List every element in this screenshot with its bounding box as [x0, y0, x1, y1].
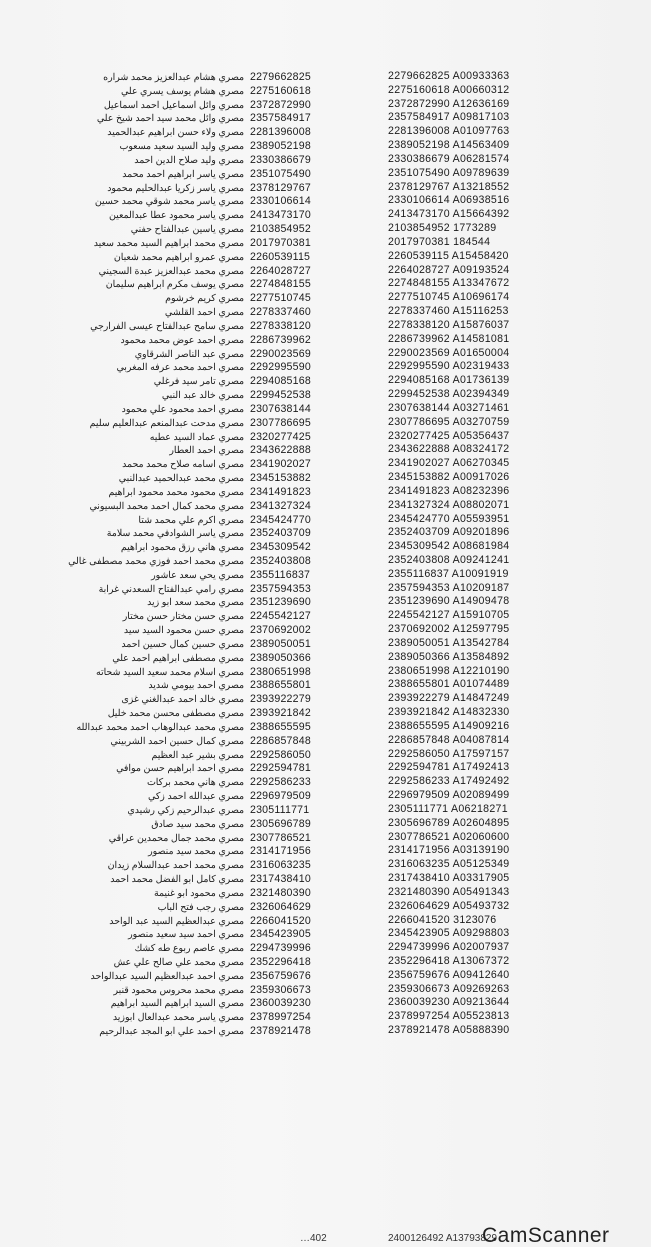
left-row: [10, 900, 330, 914]
left-row: [10, 264, 330, 278]
national-id: 2292995590: [250, 361, 311, 374]
left-row: [10, 595, 330, 609]
id-passport-row: 2274848155 A13347672: [388, 277, 510, 290]
person-name: مصري رامي عبدالفتاح السعدني غرابة: [98, 582, 244, 594]
person-name: مصري احمد عبدالعظيم السيد عبدالواحد: [90, 969, 244, 981]
person-name: مصري احمد بيومي شديد: [148, 679, 244, 691]
left-row: [10, 181, 330, 195]
national-id: 2292594781: [250, 762, 311, 775]
person-name: مصري بشير عبد العظيم: [151, 748, 244, 760]
person-name: مصري ياسر محمد شوقي محمد حسين: [94, 195, 244, 207]
left-row: [10, 983, 330, 997]
national-id: 2378921478: [250, 1025, 311, 1038]
person-name: مصري محمد محروس محمود قنبر: [113, 983, 244, 995]
id-passport-row: 2343622888 A08324172: [388, 443, 510, 456]
id-passport-row: 2305111771 A06218271: [388, 802, 508, 815]
id-passport-row: 2389050366 A13584892: [388, 650, 510, 663]
national-id: 2314171956: [250, 845, 311, 858]
person-name: مصري مصطفى محسن محمد خليل: [107, 707, 244, 719]
national-id: 2305696789: [250, 817, 311, 830]
national-id: 2278337460: [250, 306, 311, 319]
national-id: 2296979509: [250, 790, 311, 803]
left-row: [10, 84, 330, 98]
id-passport-row: 2264028727 A09193524: [388, 263, 510, 276]
left-row: [10, 941, 330, 955]
national-id: 2260539115: [250, 250, 311, 263]
left-row: [10, 692, 330, 706]
person-name: مصري عبدالله احمد زكي: [148, 790, 244, 802]
person-name: مصري اكرم علي محمد شتا: [138, 513, 244, 525]
person-name: مصري محمد سيد منصور: [148, 845, 244, 857]
left-row: [10, 996, 330, 1010]
person-name: مصري وائل اسماعيل احمد اسماعيل: [103, 98, 244, 110]
id-passport-row: 2360039230 A09213644: [388, 996, 510, 1009]
left-row: [10, 720, 330, 734]
id-passport-row: 2370692002 A12597795: [388, 623, 510, 636]
left-row: [10, 1024, 330, 1038]
id-passport-row: 2292586050 A17597157: [388, 747, 510, 760]
person-name: مصري سامح عبدالفتاح عيسى الفرارجي: [90, 319, 244, 331]
left-row: [10, 291, 330, 305]
left-row: [10, 526, 330, 540]
left-row: [10, 761, 330, 775]
person-name: مصري هاني محمد بركات: [146, 776, 244, 788]
national-id: 2352296418: [250, 956, 311, 968]
id-passport-row: 2345423905 A09298803: [388, 927, 510, 940]
id-passport-row: 2388655595 A14909216: [388, 719, 510, 732]
left-row: [10, 844, 330, 858]
person-name: مصري ولاء حسن ابراهيم عبدالحميد: [107, 126, 244, 138]
person-name: مصري خالد عبد النبي: [161, 389, 244, 401]
national-id: 2307786695: [250, 416, 311, 429]
id-passport-row: 2316063235 A05125349: [388, 858, 510, 871]
person-name: مصري عبد الناصر الشرقاوي: [134, 347, 244, 359]
id-passport-row: 2341491823 A08232396: [388, 484, 510, 497]
person-name: مصري محمد سيد صادق: [151, 817, 244, 829]
national-id: 2370692002: [250, 624, 311, 637]
id-passport-row: 2260539115 A15458420: [388, 249, 509, 262]
national-id: 2357594353: [250, 582, 311, 595]
national-id: 2351075490: [250, 167, 311, 180]
id-passport-row: 2352403709 A09201896: [388, 526, 510, 539]
left-row: [10, 623, 330, 637]
person-name: مصري ياسر زكريا عبدالحليم محمود: [107, 181, 244, 193]
id-passport-row: 2292995590 A02319433: [388, 360, 510, 373]
left-row: [10, 609, 330, 623]
left-row: [10, 471, 330, 485]
left-row: [10, 347, 330, 361]
id-passport-row: 2357594353 A10209187: [388, 581, 510, 594]
person-name: مصري احمد محمود علي محمود: [121, 402, 244, 414]
national-id: 2317438410: [250, 873, 311, 886]
person-name: مصري حسن مختار حسن مختار: [122, 610, 244, 622]
national-id: 2393921842: [250, 707, 311, 720]
person-name: مصري اسلام محمد سعيد السيد شحاته: [95, 665, 244, 677]
person-name: مصري محمد عبدالحميد عبدالنبي: [118, 472, 244, 484]
left-row: [10, 513, 330, 527]
national-id: 2279662825: [250, 71, 311, 83]
national-id: 2389052198: [250, 140, 311, 153]
person-name: مصري محمود محمد محمود ابراهيم: [108, 485, 244, 497]
national-id: 2345423905: [250, 928, 311, 941]
person-name: مصري محمد ابراهيم السيد محمد سعيد: [93, 236, 244, 248]
national-id: 2341327324: [250, 499, 311, 512]
person-name: مصري محمد احمد فوزي محمد مصطفى غالي: [68, 554, 244, 566]
left-row: [10, 374, 330, 388]
national-id: 2274848155: [250, 278, 311, 291]
national-id: 2307638144: [250, 402, 311, 415]
person-name: مصري يوسف مكرم ابراهيم سليمان: [105, 278, 244, 290]
person-name: مصري احمد علي ابو المجد عبدالرحيم: [99, 1025, 244, 1037]
id-passport-row: 2299452538 A02394349: [388, 388, 510, 401]
id-passport-row: 2359306673 A09269263: [388, 982, 510, 995]
person-name: مصري ياسر الشوادفي محمد سلامة: [106, 527, 244, 539]
left-row: [10, 443, 330, 457]
national-id: 2292586050: [250, 748, 311, 761]
person-name: مصري ياسر محمود عطا عبدالمعين: [109, 209, 244, 221]
left-row: [10, 333, 330, 347]
person-name: مصري احمد العطار: [169, 444, 244, 456]
left-row: [10, 568, 330, 582]
national-id: 2330106614: [250, 195, 311, 208]
person-name: مصري كامل ابو الفضل محمد احمد: [110, 873, 244, 885]
national-id: 2316063235: [250, 859, 311, 872]
id-passport-row: 2341327324 A08802071: [388, 498, 510, 511]
left-row: [10, 222, 330, 236]
national-id: 2286739962: [250, 333, 311, 346]
left-row: [10, 817, 330, 831]
national-id: 2378129767: [250, 181, 311, 194]
person-name: مصري هشام عبدالعزيز محمد شراره: [103, 71, 244, 82]
national-id: 2330386679: [250, 153, 311, 166]
id-passport-row: 2393922279 A14847249: [388, 692, 510, 705]
person-name: مصري وليد السيد سعيد مسعوب: [119, 140, 244, 152]
person-name: مصري ياسر محمد عبدالعال ابوزيد: [112, 1011, 244, 1023]
id-passport-row: 2380651998 A12210190: [388, 664, 510, 677]
person-name: مصري كمال حسين احمد الشربيني: [110, 734, 244, 746]
left-row: [10, 831, 330, 845]
id-passport-row: 2294739996 A02007937: [388, 941, 510, 954]
left-row: [10, 1010, 330, 1024]
person-name: مصري عماد السيد عطيه: [149, 430, 244, 442]
left-row: [10, 734, 330, 748]
left-row: [10, 637, 330, 651]
person-name: مصري محمد جمال محمدين عراقي: [108, 831, 244, 843]
left-row: [10, 194, 330, 208]
id-passport-row: 2413473170 A15664392: [388, 208, 510, 221]
left-row: [10, 485, 330, 499]
id-passport-row: 2307786695 A03270759: [388, 415, 510, 428]
id-passport-row: 2320277425 A05356437: [388, 429, 510, 442]
id-passport-row: 2378997254 A05523813: [388, 1010, 510, 1023]
id-passport-row: 2351075490 A09789639: [388, 166, 510, 179]
id-passport-row: 2356759676 A09412640: [388, 968, 510, 981]
national-id: 2292586233: [250, 776, 311, 789]
left-row: [10, 305, 330, 319]
left-row: [10, 125, 330, 139]
id-passport-row: 2389050051 A13542784: [388, 636, 510, 649]
left-row: [10, 153, 330, 167]
left-row: [10, 651, 330, 665]
left-row: [10, 277, 330, 291]
national-id: 2266041520: [250, 914, 311, 927]
id-passport-row: 2330386679 A06281574: [388, 152, 510, 165]
person-name: مصري احمد عوض محمد محمود: [120, 333, 244, 345]
person-name: مصري احمد محمد عرفه المغربي: [116, 361, 244, 373]
person-name: مصري حسن محمود السيد سيد: [123, 624, 244, 636]
id-passport-row: 2389052198 A14563409: [388, 139, 510, 152]
left-row: [10, 665, 330, 679]
national-id: 2372872990: [250, 98, 311, 111]
person-name: مصري عبدالرحيم زكي رشيدي: [127, 803, 244, 815]
national-id: 2321480390: [250, 886, 311, 899]
left-row: [10, 886, 330, 900]
id-passport-row: 2286739962 A14581081: [388, 332, 510, 345]
national-id: 2326064629: [250, 900, 311, 913]
id-passport-row: 2352403808 A09241241: [388, 553, 510, 566]
national-id: 2281396008: [250, 126, 311, 139]
id-passport-row: 2378921478 A05888390: [388, 1024, 510, 1037]
national-id: 2320277425: [250, 430, 311, 443]
national-id: 2389050051: [250, 637, 311, 650]
left-row: [10, 582, 330, 596]
left-row: [10, 775, 330, 789]
national-id: 2413473170: [250, 209, 311, 222]
national-id: 2393922279: [250, 693, 311, 706]
person-name: مصري يحي سعد عاشور: [151, 568, 244, 580]
person-name: مصري ياسين عبدالفتاح حفني: [130, 223, 244, 235]
national-id: 2275160618: [250, 84, 311, 97]
left-row: [10, 955, 330, 969]
left-row: [10, 70, 330, 84]
national-id: 2356759676: [250, 969, 311, 982]
left-row: [10, 872, 330, 886]
national-id: 2245542127: [250, 610, 311, 623]
id-passport-row: 2292594781 A17492413: [388, 761, 510, 774]
left-row: [10, 139, 330, 153]
id-passport-row: 2378129767 A13218552: [388, 180, 510, 193]
left-row: [10, 360, 330, 374]
left-row: [10, 969, 330, 983]
id-passport-row: 2103854952 1773289: [388, 222, 497, 235]
person-name: مصري ياسر ابراهيم احمد محمد: [122, 167, 244, 179]
id-passport-row: 2393921842 A14832330: [388, 706, 510, 719]
id-passport-row: 2351239690 A14909478: [388, 595, 510, 608]
person-name: مصري عمرو ابراهيم محمد شعبان: [113, 250, 244, 262]
national-id: 2380651998: [250, 665, 311, 678]
left-row: [10, 416, 330, 430]
person-name: مصري محمد عبدالعزيز عبدة السجيني: [98, 264, 244, 276]
left-row: [10, 167, 330, 181]
national-id: 2277510745: [250, 292, 311, 305]
id-passport-row: 2317438410 A03317905: [388, 872, 510, 885]
national-id: 2345153882: [250, 472, 311, 485]
national-id: 2341902027: [250, 458, 311, 471]
national-id: 2290023569: [250, 347, 311, 360]
id-passport-row: 2279662825 A00933363: [388, 70, 510, 82]
person-name: مصري محمود ابو غنيمة: [153, 886, 244, 898]
national-id: 2345309542: [250, 541, 311, 554]
national-id: 2355116837: [250, 568, 311, 581]
national-id: 2359306673: [250, 983, 311, 996]
national-id: 2357584917: [250, 112, 311, 125]
id-passport-row: 2278337460 A15116253: [388, 305, 509, 318]
person-name: مصري خالد احمد عبدالغني غزى: [121, 693, 244, 705]
national-id: 2294085168: [250, 375, 311, 388]
national-id: 2388655801: [250, 679, 311, 692]
person-name: مصري وليد صلاح الدين احمد: [134, 153, 244, 165]
person-name: مصري كريم خرشوم: [165, 292, 244, 304]
partial-row-left: …402: [300, 1233, 327, 1244]
left-row: [10, 803, 330, 817]
left-row: [10, 499, 330, 513]
national-id: 2294739996: [250, 942, 311, 955]
left-row: [10, 540, 330, 554]
id-passport-row: 2290023569 A01650004: [388, 346, 510, 359]
id-passport-row: 2245542127 A15910705: [388, 609, 510, 622]
partial-row-right: 2400126492 A13793829: [388, 1233, 498, 1244]
id-passport-row: 2372872990 A12636169: [388, 97, 510, 110]
national-id: 2299452538: [250, 389, 311, 402]
id-passport-row: 2341902027 A06270345: [388, 457, 510, 470]
id-passport-row: 2286857848 A04087814: [388, 733, 510, 746]
national-id: 2017970381: [250, 236, 311, 249]
person-name: مصري هاني رزق محمود ابراهيم: [120, 541, 244, 553]
national-id: 2278338120: [250, 319, 311, 332]
id-passport-row: 2345424770 A05593951: [388, 512, 510, 525]
left-row: [10, 208, 330, 222]
person-name: مصري محمد كمال احمد محمد البسيوني: [89, 499, 244, 511]
left-row: [10, 250, 330, 264]
person-name: مصري احمد القلشي: [164, 306, 244, 318]
left-row: [10, 388, 330, 402]
person-name: مصري اسامه صلاح محمد محمد: [122, 458, 244, 470]
left-row: [10, 554, 330, 568]
national-id: 2351239690: [250, 596, 311, 609]
id-passport-row: 2307638144 A03271461: [388, 401, 510, 414]
person-name: مصري محمد سعد ابو زيد: [147, 596, 244, 608]
id-passport-row: 2305696789 A02604895: [388, 816, 510, 829]
national-id: 2352403709: [250, 527, 311, 540]
id-passport-row: 2277510745 A10696174: [388, 291, 510, 304]
id-passport-row: 2281396008 A01097763: [388, 125, 510, 138]
person-name: مصري تامر سيد فرغلي: [153, 375, 244, 387]
person-name: مصري محمد علي صالح علي عش: [113, 956, 244, 967]
id-passport-row: 2017970381 184544: [388, 235, 491, 248]
left-row: [10, 98, 330, 112]
id-passport-row: 2275160618 A00660312: [388, 83, 510, 96]
left-row: [10, 748, 330, 762]
id-passport-row: 2345309542 A08681984: [388, 540, 510, 553]
person-name: مصري هشام يوسف يسري علي: [120, 84, 244, 96]
left-row: [10, 706, 330, 720]
id-passport-row: 2388655801 A01074489: [388, 678, 510, 691]
person-name: مصري محمد عبدالوهاب احمد محمد عبدالله: [76, 720, 244, 732]
id-passport-row: 2355116837 A10091919: [388, 567, 509, 580]
id-passport-row: 2357584917 A09817103: [388, 111, 510, 124]
id-passport-row: 2321480390 A05491343: [388, 885, 510, 898]
left-row: [10, 236, 330, 250]
national-id: 2389050366: [250, 651, 311, 664]
national-id: 2360039230: [250, 997, 311, 1010]
person-name: مصري حسين كمال حسين احمد: [121, 637, 244, 649]
national-id: 2103854952: [250, 223, 311, 236]
id-passport-row: 2292586233 A17492492: [388, 775, 510, 788]
left-row: [10, 430, 330, 444]
id-passport-row: 2266041520 3123076: [388, 913, 497, 926]
left-row: [10, 402, 330, 416]
left-column: [10, 70, 330, 1038]
person-name: مصري محمد احمد عبدالسلام زيدان: [107, 859, 244, 871]
id-passport-row: 2296979509 A02089499: [388, 789, 510, 802]
left-row: [10, 858, 330, 872]
left-row: [10, 678, 330, 692]
national-id: 2264028727: [250, 264, 311, 277]
id-passport-row: 2314171956 A03139190: [388, 844, 510, 857]
person-name: مصري مدحت عبدالمنعم عبدالعليم سليم: [89, 416, 244, 428]
camscanner-watermark: CamScanner: [482, 1224, 610, 1247]
national-id: 2343622888: [250, 444, 311, 457]
national-id: 2341491823: [250, 485, 311, 498]
person-name: مصري وائل محمد سيد احمد شيخ علي: [96, 112, 244, 124]
national-id: 2307786521: [250, 831, 311, 844]
left-row: [10, 927, 330, 941]
id-passport-row: 2326064629 A05493732: [388, 899, 510, 912]
person-name: مصري رجب فتح الباب: [157, 900, 244, 912]
left-row: [10, 789, 330, 803]
id-passport-row: 2307786521 A02060600: [388, 830, 510, 843]
person-name: مصري احمد ابراهيم حسن موافي: [116, 762, 244, 774]
national-id: 2286857848: [250, 734, 311, 747]
national-id: 2378997254: [250, 1011, 311, 1024]
right-column: [388, 70, 638, 1038]
national-id: 2352403808: [250, 554, 311, 567]
id-passport-row: 2278338120 A15876037: [388, 318, 510, 331]
id-passport-row: 2345153882 A00917026: [388, 471, 510, 484]
left-row: [10, 319, 330, 333]
national-id: 2345424770: [250, 513, 311, 526]
person-name: مصري عاصم ربوع طه كشك: [134, 942, 244, 954]
id-passport-row: 2294085168 A01736139: [388, 374, 510, 387]
id-passport-row: 2330106614 A06938516: [388, 194, 510, 207]
person-name: مصري احمد سيد سعيد منصور: [128, 928, 244, 940]
person-name: مصري عبدالعظيم السيد عبد الواحد: [109, 914, 244, 926]
person-name: مصري السيد ابراهيم السيد ابراهيم: [110, 997, 244, 1009]
id-passport-row: 2352296418 A13067372: [388, 955, 510, 967]
left-row: [10, 457, 330, 471]
person-name: مصري مصطفى ابراهيم احمد علي: [112, 651, 244, 663]
left-row: [10, 914, 330, 928]
national-id: 2305111771: [250, 803, 310, 816]
national-id: 2388655595: [250, 720, 311, 733]
left-row: [10, 111, 330, 125]
